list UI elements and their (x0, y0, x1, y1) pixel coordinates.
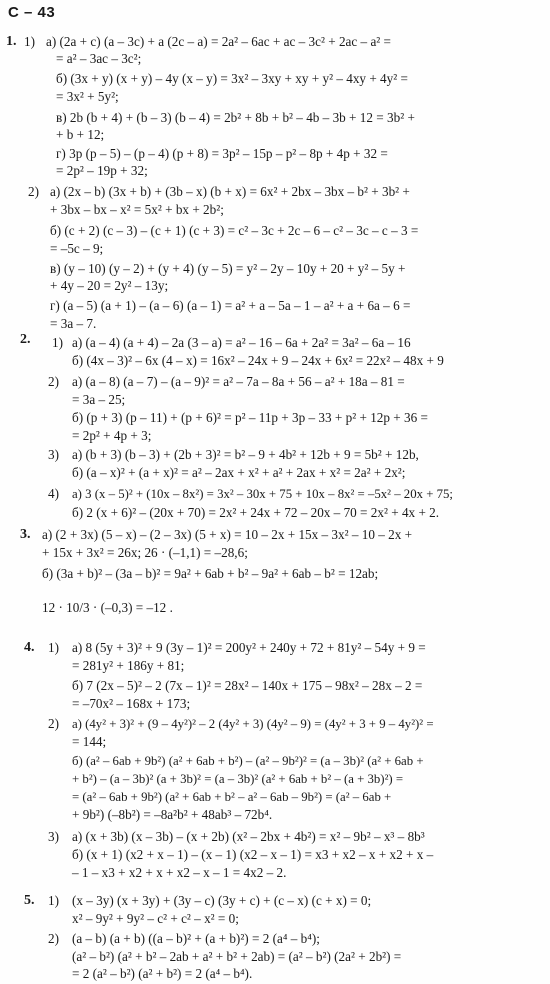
part-label: 1) (24, 34, 35, 49)
solution-line: а) (4y² + 3)² + (9 – 4y²)² – 2 (4y² + 3) (4y² – 9) = (4y² + 3 + 9 – 4y²)² = (72, 717, 434, 731)
solution-line: = 2p² + 4p + 3; (72, 428, 152, 443)
problem-number: 3. (20, 527, 31, 542)
solution-line: б) (p + 3) (p – 11) + (p + 6)² = p² – 11p + 3p – 33 + p² + 12p + 36 = (72, 410, 428, 425)
part-label: 3) (48, 829, 59, 844)
solution-line: = 2 (a² – b²) (a² + b²) = 2 (a⁴ – b⁴). (72, 966, 253, 981)
solution-line: б) (3x + y) (x + y) – 4y (x – y) = 3x² – 3xy + xy + y² – 4xy + 4y² = (56, 71, 408, 86)
problem-number: 4. (24, 640, 35, 655)
solution-line: x² – 9y² + 9y² – c² + c² – x² = 0; (72, 911, 239, 926)
problem-number: 2. (20, 332, 31, 347)
solution-line: = –70x² – 168x + 173; (72, 696, 191, 711)
solution-line: + b²) – (a – 3b)² (a + 3b)² = (a – 3b)² (a² + 6ab + b² – (a + 3b)²) = (72, 772, 404, 786)
part-label: 3) (48, 447, 59, 462)
part-label: 1) (52, 335, 63, 350)
solution-line: а) (2x – b) (3x + b) + (3b – x) (b + x) = 6x² + 2bx – 3bx – b² + 3b² + (50, 184, 410, 199)
part-label: 1) (48, 893, 59, 908)
solution-line: в) 2b (b + 4) + (b – 3) (b – 4) = 2b² + 8b + b² – 4b – 3b + 12 = 3b² + (56, 110, 415, 125)
solution-line: (a – b) (a + b) ((a – b)² + (a + b)²) = 2 (a⁴ – b⁴); (72, 931, 320, 946)
problem-number: 1. (6, 34, 17, 49)
solution-line: = 281y² + 186y + 81; (72, 658, 185, 673)
solution-line: = 3x² + 5y²; (56, 89, 119, 104)
solution-line: = 3a – 7. (50, 316, 97, 331)
solution-line: (x – 3y) (x + 3y) + (3y – c) (3y + c) + (c – x) (c + x) = 0; (72, 893, 372, 908)
solution-line: = –5c – 9; (50, 241, 104, 256)
solution-line: + 9b²) (–8b²) = –8a²b² + 48ab³ – 72b⁴. (72, 807, 273, 822)
solution-line: а) (2 + 3x) (5 – x) – (2 – 3x) (5 + x) = 10 – 2x + 15x – 3x² – 10 – 2x + (42, 527, 413, 542)
solution-line: = 3a – 25; (72, 392, 126, 407)
solution-line: а) 3 (x – 5)² + (10x – 8x²) = 3x² – 30x + 75 + 10x – 8x² = –5x² – 20x + 75; (72, 487, 453, 501)
part-label: 2) (48, 931, 59, 946)
solution-line: = 2p² – 19p + 32; (56, 163, 148, 178)
solution-line: а) (2a + c) (a – 3c) + a (2c – a) = 2a² – 6ac + ac – 3c² + 2ac – a² = (46, 34, 391, 49)
solution-line: а) (b + 3) (b – 3) + (2b + 3)² = b² – 9 + 4b² + 12b + 9 = 5b² + 12b, (72, 447, 419, 462)
solution-line: б) (4x – 3)² – 6x (4 – x) = 16x² – 24x + 9 – 24x + 6x² = 22x² – 48x + 9 (72, 353, 444, 368)
solution-line: + 15x + 3x² = 26x; 26 · (–1,1) = –28,6; (42, 545, 248, 560)
solution-line: – 1 – x3 + x2 + x + x2 – x – 1 = 4x2 – 2. (72, 865, 287, 880)
problem-number: 5. (24, 893, 35, 908)
solution-line: = (a² – 6ab + 9b²) (a² + 6ab + b² – a² – 6ab – 9b²) = (a² – 6ab + (72, 790, 392, 804)
solution-line: б) (c + 2) (c – 3) – (c + 1) (c + 3) = c² – 3c + 2c – 6 – c² – 3c – c – 3 = (50, 223, 419, 238)
part-label: 4) (48, 486, 59, 501)
solution-line: г) (a – 5) (a + 1) – (a – 6) (a – 1) = a² + a – 5a – 1 – a² + a + 6a – 6 = (50, 298, 411, 313)
solution-line: + 4y – 20 = 2y² – 13y; (50, 278, 169, 293)
solution-line: б) (a² – 6ab + 9b²) (a² + 6ab + b²) – (a² – 9b²)² = (a – 3b)² (a² + 6ab + (72, 754, 424, 768)
solution-line: а) (a – 8) (a – 7) – (a – 9)² = a² – 7a – 8a + 56 – a² + 18a – 81 = (72, 374, 405, 389)
solution-line: = a² – 3ac – 3c²; (56, 51, 142, 66)
solution-line: а) 8 (5y + 3)² + 9 (3y – 1)² = 200y² + 240y + 72 + 81y² – 54y + 9 = (72, 640, 426, 655)
solution-line: г) 3p (p – 5) – (p – 4) (p + 8) = 3p² – 15p – p² – 8p + 4p + 32 = (56, 146, 388, 161)
solution-line: = 144; (72, 734, 107, 749)
solution-line: + b + 12; (56, 127, 105, 142)
page-header: C – 43 (8, 4, 56, 21)
solution-line: в) (y – 10) (y – 2) + (y + 4) (y – 5) = y² – 2y – 10y + 20 + y² – 5y + (50, 261, 406, 276)
part-label: 2) (48, 374, 59, 389)
solution-line: б) (x + 1) (x2 + x – 1) – (x – 1) (x2 – x – 1) = x3 + x2 – x + x2 + x – (72, 847, 434, 862)
solution-line: б) (a – x)² + (a + x)² = a² – 2ax + x² + a² + 2ax + x² = 2a² + 2x²; (72, 465, 406, 480)
solution-line: а) (a – 4) (a + 4) – 2a (3 – a) = a² – 16 – 6a + 2a² = 3a² – 6a – 16 (72, 335, 411, 350)
part-label: 1) (48, 640, 59, 655)
part-label: 2) (48, 716, 59, 731)
solution-line: б) (3a + b)² – (3a – b)² = 9a² + 6ab + b² – 9a² + 6ab – b² = 12ab; (42, 566, 379, 581)
solution-line: + 3bx – bx – x² = 5x² + bx + 2b²; (50, 202, 224, 217)
part-label: 2) (28, 184, 39, 199)
solution-line: а) (x + 3b) (x – 3b) – (x + 2b) (x² – 2bx + 4b²) = x² – 9b² – x³ – 8b³ (72, 829, 425, 844)
solution-line: (a² – b²) (a² + b² – 2ab + a² + b² + 2ab) = (a² – b²) (2a² + 2b²) = (72, 949, 402, 964)
solution-line: 12 · 10/3 · (–0,3) = –12 . (42, 600, 173, 615)
solution-line: б) 7 (2x – 5)² – 2 (7x – 1)² = 28x² – 140x + 175 – 98x² – 28x – 2 = (72, 678, 423, 693)
solution-line: б) 2 (x + 6)² – (20x + 70) = 2x² + 24x + 72 – 20x – 70 = 2x² + 4x + 2. (72, 505, 440, 520)
